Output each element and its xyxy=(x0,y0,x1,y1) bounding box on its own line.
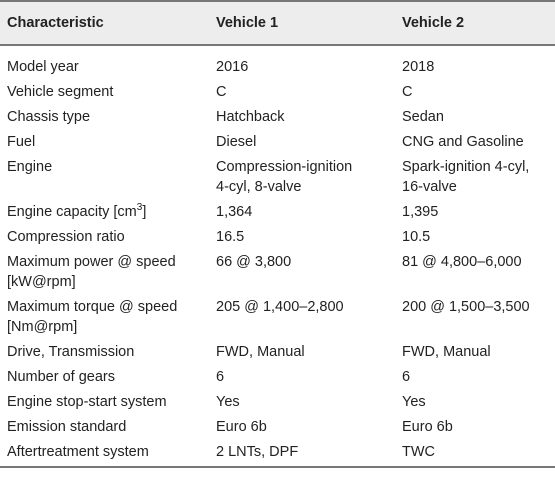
cell-line: [Nm@rpm] xyxy=(7,319,78,335)
cell-characteristic: Engine stop-start system xyxy=(7,394,167,410)
table-row xyxy=(0,414,555,439)
cell-characteristic: Fuel xyxy=(7,134,36,150)
cell-vehicle-1: 66 @ 3,800 xyxy=(216,254,292,270)
cell-characteristic: Model year xyxy=(7,59,79,75)
cell-vehicle-1: 6 xyxy=(216,369,225,385)
cell-characteristic: Drive, Transmission xyxy=(7,344,135,360)
cell-vehicle-1: 16.5 xyxy=(216,229,245,245)
table-row xyxy=(0,364,555,389)
cell-characteristic: Engine xyxy=(7,159,53,175)
cell-characteristic: Chassis type xyxy=(7,109,91,125)
cell-line: 16-valve xyxy=(402,179,457,195)
header-vehicle-2: Vehicle 2 xyxy=(395,1,555,45)
cell-vehicle-2: 2018 xyxy=(402,59,435,75)
cell-line: Spark-ignition 4-cyl, xyxy=(402,159,530,175)
table-row xyxy=(0,45,555,79)
cell-vehicle-1: 2016 xyxy=(216,59,249,75)
cell-vehicle-2: FWD, Manual xyxy=(402,344,491,360)
cell-line: 4-cyl, 8-valve xyxy=(216,179,302,195)
table-row xyxy=(0,389,555,414)
cell-vehicle-2 xyxy=(395,154,555,199)
cell-characteristic: Number of gears xyxy=(7,369,115,385)
cell-characteristic xyxy=(0,249,209,294)
table-row xyxy=(0,249,555,294)
cell-vehicle-2: TWC xyxy=(395,439,555,467)
cell-vehicle-1: Diesel xyxy=(216,134,257,150)
superscript: 3 xyxy=(136,202,143,214)
cell-text-end: ] xyxy=(142,204,147,220)
cell-characteristic xyxy=(0,199,209,224)
table-row xyxy=(0,129,555,154)
header-row xyxy=(0,1,555,45)
cell-line: [kW@rpm] xyxy=(7,274,76,290)
cell-vehicle-1: Hatchback xyxy=(216,109,285,125)
table-row xyxy=(0,79,555,104)
cell-vehicle-1: Yes xyxy=(216,394,240,410)
cell-vehicle-2: 1,395 xyxy=(402,204,439,220)
cell-vehicle-2: C xyxy=(402,84,413,100)
cell-vehicle-1: 1,364 xyxy=(216,204,253,220)
table-row xyxy=(0,154,555,199)
cell-vehicle-2: 200 @ 1,500–3,500 xyxy=(402,299,530,315)
cell-line: Maximum torque @ speed xyxy=(7,299,178,315)
table-row xyxy=(0,199,555,224)
table-header xyxy=(0,1,555,45)
cell-characteristic: Compression ratio xyxy=(7,229,125,245)
table-row xyxy=(0,439,555,467)
table-row xyxy=(0,224,555,249)
cell-vehicle-1: Euro 6b xyxy=(216,419,267,435)
cell-text: Engine capacity [cm xyxy=(7,204,137,220)
cell-vehicle-1: C xyxy=(216,84,227,100)
header-vehicle-1: Vehicle 1 xyxy=(209,1,395,45)
cell-vehicle-2: 6 xyxy=(402,369,411,385)
cell-line: Maximum power @ speed xyxy=(7,254,176,270)
cell-vehicle-1: 2 LNTs, DPF xyxy=(209,439,395,467)
cell-vehicle-2: Yes xyxy=(402,394,426,410)
cell-vehicle-2: CNG and Gasoline xyxy=(402,134,524,150)
table-body xyxy=(0,45,555,467)
cell-vehicle-1 xyxy=(209,154,395,199)
cell-vehicle-1: FWD, Manual xyxy=(216,344,305,360)
cell-line: Compression-ignition xyxy=(216,159,353,175)
cell-vehicle-2: Sedan xyxy=(402,109,444,125)
cell-vehicle-2: Euro 6b xyxy=(402,419,453,435)
cell-characteristic: Aftertreatment system xyxy=(0,439,209,467)
cell-vehicle-2: 10.5 xyxy=(402,229,431,245)
cell-characteristic: Emission standard xyxy=(7,419,127,435)
cell-vehicle-2: 81 @ 4,800–6,000 xyxy=(402,254,522,270)
table-row xyxy=(0,294,555,339)
table-row xyxy=(0,104,555,129)
cell-vehicle-1: 205 @ 1,400–2,800 xyxy=(216,299,344,315)
cell-characteristic: Vehicle segment xyxy=(7,84,114,100)
header-characteristic: Characteristic xyxy=(0,1,209,45)
cell-characteristic xyxy=(0,294,209,339)
table-row xyxy=(0,339,555,364)
